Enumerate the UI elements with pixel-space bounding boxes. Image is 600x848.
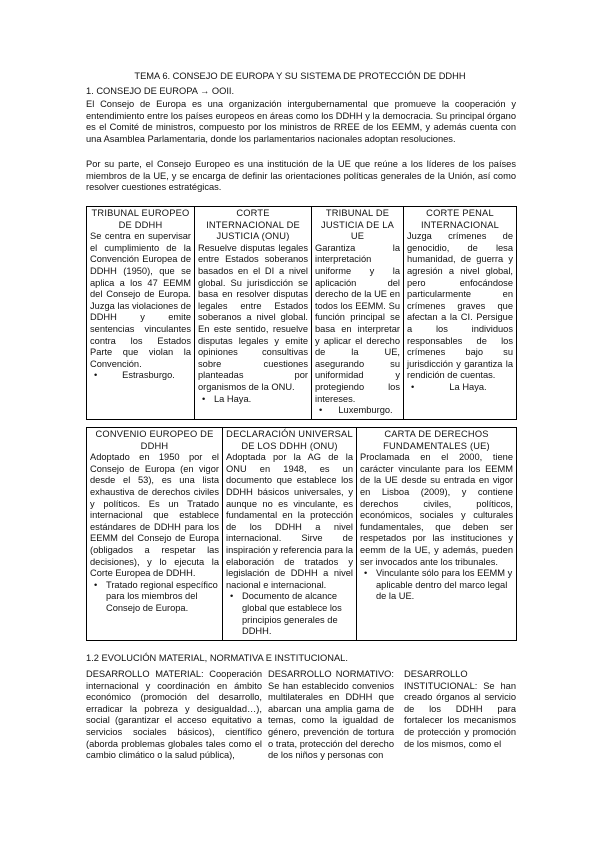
section-1-heading: 1. CONSEJO DE EUROPA → OOII. [86,86,235,96]
document-title: TEMA 6. CONSEJO DE EUROPA Y SU SISTEMA DE PROTECCIÓN DE DDHH [134,71,466,81]
cell-bullet: • Estrasburgo. [106,370,191,382]
table-row [87,428,517,641]
cell-body: Proclamada en el 2000, tiene carácter vinculante para los EEMM de la UE desde su entrada en vigor en Lisboa (2009), y contiene derechos civiles, políticos, económicos, sociales y culturales fundamentales, que deben ser respetados por las instituciones y eemm de la UE, y además, pueden ser invocados ante los tribunales. [360,452,513,567]
cell-heading: TRIBUNAL DE JUSTICIA DE LA UE [320,208,395,242]
table-cell-cij [195,207,312,420]
cell-heading: CONVENIO EUROPEO DE DDHH [95,429,214,451]
table-cell-cdf [357,428,517,641]
column-text: Se han establecido convenios multilaterales en DDHH que abarcan una amplia gama de temas, como la igualdad de género, prevención de tortura o trata, protección del derecho de los niños y personas con [268,680,394,761]
table-cell-tedh [87,207,195,420]
table-row [87,207,517,420]
evolution-columns [86,669,516,769]
table-cell-tjue [312,207,404,420]
courts-table [86,206,517,420]
column-material [86,669,262,762]
cell-bullet: • Luxemburgo. [331,405,400,417]
cell-bullet: • Vinculante sólo para los EEMM y aplicable dentro del marco legal de la UE. [376,568,513,603]
table-cell-cedh [87,428,223,641]
cell-body: Juzga crímenes de genocidio, de lesa humanidad, de guerra y agresión a nivel global, pero enfocándose particularmente en crímenes graves que afectan a la CI. Persigue a los individuos responsables de los crímenes bajo su jurisdicción y garantiza la rendición de cuentas. [407,231,513,381]
cell-body: Se centra en supervisar el cumplimiento de la Convención Europea de DDHH (1950), que se aplica a los 47 EEMM del Consejo de Europa. Juzga las violaciones de DDHH y emite sentencias vinculantes contra los Estados Parte que violan la Convención. [90,231,191,369]
cell-body: Resuelve disputas legales entre Estados soberanos basados en el DI a nivel global. Su jurisdicción se basa en resolver disputas legales entre Estados soberanos a nivel global. En este sentido, resuelve disputas legales y emite opiniones consultivas sobre cuestiones planteadas por organismos de la ONU. [198,242,308,392]
table-cell-cpi [404,207,517,420]
instruments-table [86,427,517,641]
cell-bullet: • Documento de alcance global que establece los principios generales de DDHH. [242,591,353,637]
cell-body: Garantiza la interpretación uniforme y la aplicación del derecho de la UE en todos los EEMM. Su función principal se basa en interpretar y aplicar el derecho de la UE, asegurando su uniformidad y protegiendo los intereses. [315,242,400,404]
cell-heading: DECLARACIÓN UNIVERSAL DE LOS DDHH (ONU) [226,429,353,451]
column-label: DESARROLLO NORMATIVO: [268,669,394,679]
column-normativo [268,669,394,762]
column-text: Se han creado órganos al servicio de los DDHH para fortalecer los mecanismos de protección y promoción de los mismos, como el [404,680,516,749]
cell-bullet: • La Haya. [214,394,308,406]
paragraph-consejo-de-europa: El Consejo de Europa es una organización intergubernamental que promueve la cooperación y entendimiento entre los países europeos en áreas como los DDHH y la democracia. Su principal órgano es el Comité de ministros, compuesto por los ministros de RREE de los EEMM, y además cuenta con una Asamblea Parlamentaria, donde los parlamentarios nacionales adoptan resoluciones. [86,99,516,144]
cell-bullet: • La Haya. [423,382,513,394]
cell-heading: TRIBUNAL EUROPEO DE DDHH [91,208,190,230]
column-text: Cooperación internacional y coordinación en ámbito económico (promoción del desarrollo, erradicar la pobreza y desigualdad…), social (garantizar el acceso equitativo a servicios sociales básicos), científico (aborda problemas globales tales como el cambio climático o la salud pública), [86,669,262,761]
column-label: DESARROLLO INSTITUCIONAL: [404,669,478,691]
column-label: DESARROLLO MATERIAL: [86,669,204,679]
cell-body: Adoptado en 1950 por el Consejo de Europa (en vigor desde el 53), es una lista exhaustiva de derechos civiles y políticos. Es un Tratado internacional que establece estándares de DDHH para los EEMM del Consejo de Europa (obligados a respetar las decisiones), y lo ejecuta la Corte Europea de DDHH. [90,452,219,579]
table-cell-dudh [223,428,357,641]
cell-heading: CORTE PENAL INTERNACIONAL [420,208,500,230]
cell-body: Adoptada por la AG de la ONU en 1948, es un documento que establece los DDHH básicos universales, y aunque no es vinculante, es fundamental en la protección de los DDHH a nivel internacional. Sirve de inspiración y referencia para la elaboración de tratados y legislación de DDHH a nivel nacional e internacional. [226,452,353,590]
section-1-2-heading: 1.2 EVOLUCIÓN MATERIAL, NORMATIVA E INSTITUCIONAL. [86,653,348,663]
column-institucional [404,669,516,750]
cell-heading: CARTA DE DERECHOS FUNDAMENTALES (UE) [383,429,490,451]
cell-heading: CORTE INTERNACIONAL DE JUSTICIA (ONU) [206,208,300,242]
paragraph-consejo-europeo: Por su parte, el Consejo Europeo es una institución de la UE que reúne a los líderes de los países miembros de la UE, y se encarga de definir las orientaciones políticas generales de la Unión, así como resolver cuestiones estratégicas. [86,159,516,193]
cell-bullet: • Tratado regional específico para los miembros del Consejo de Europa. [106,580,219,615]
